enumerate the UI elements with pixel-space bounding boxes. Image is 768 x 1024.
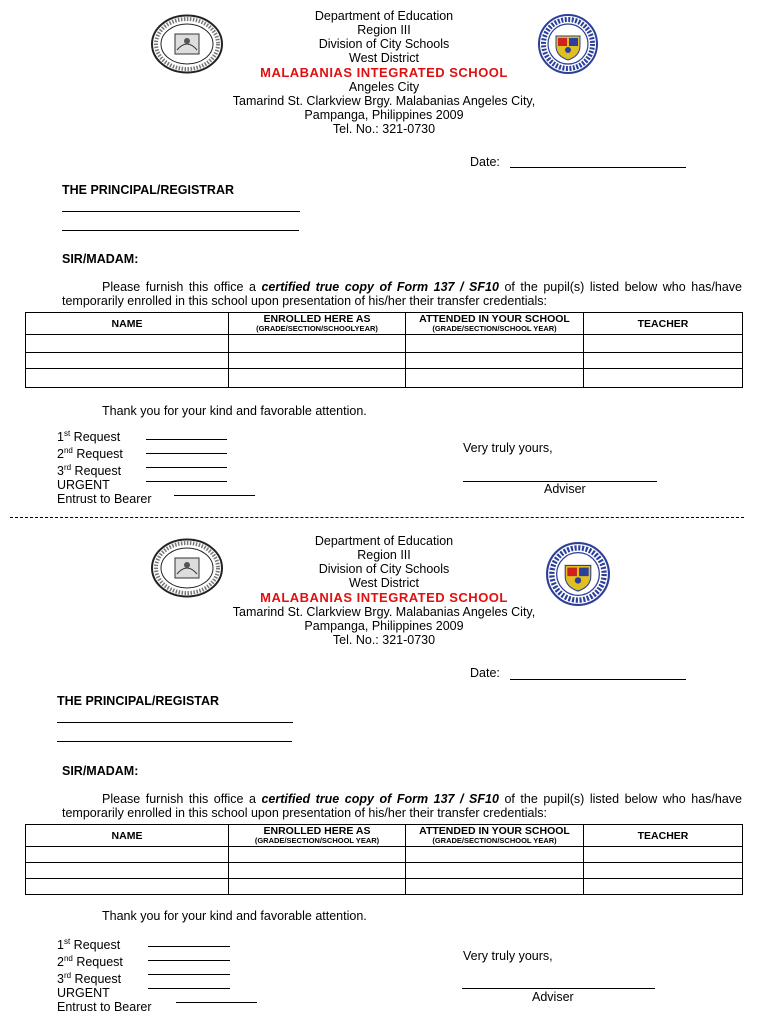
third-request-line[interactable] <box>148 974 230 975</box>
cut-line <box>10 517 744 518</box>
first-request-line[interactable] <box>148 946 230 947</box>
tel-line: Tel. No.: 321-0730 <box>332 122 436 136</box>
letterhead <box>0 9 768 136</box>
region-line: Region III <box>357 23 411 37</box>
addressee-line-2[interactable] <box>57 741 292 742</box>
col-teacher: TEACHER <box>584 825 743 847</box>
third-request-label: 3rd Request <box>57 971 122 987</box>
col-attended: ATTENDED IN YOUR SCHOOL (GRADE/SECTION/SCHOOL YEAR) <box>406 313 584 335</box>
department-line: Department of Education <box>314 9 454 23</box>
table-row <box>26 863 743 879</box>
address-line-1: Tamarind St. Clarkview Brgy. Malabanias Angeles City, <box>232 94 536 108</box>
district-line: West District <box>349 576 419 590</box>
body-emphasis: certified true copy of Form 137 / SF10 <box>261 792 499 806</box>
table-row <box>26 847 743 863</box>
salutation: SIR/MADAM: <box>62 252 139 266</box>
table-header-row <box>26 313 743 335</box>
body-emphasis: certified true copy of Form 137 / SF10 <box>261 280 499 294</box>
date-label: Date: <box>470 155 500 169</box>
city-line: Angeles City <box>348 80 420 94</box>
table-row <box>26 879 743 895</box>
third-request-label: 3rd Request <box>57 463 122 479</box>
addressee-line-2[interactable] <box>62 230 299 231</box>
date-line[interactable] <box>510 167 686 168</box>
closing: Very truly yours, <box>463 441 553 455</box>
date-label: Date: <box>470 666 500 680</box>
first-request-label: 1st Request <box>57 429 121 445</box>
signature-line[interactable] <box>462 988 655 989</box>
request-paragraph <box>62 792 742 820</box>
entrust-label: Entrust to Bearer <box>57 492 152 507</box>
table-row <box>26 335 743 353</box>
thanks-line: Thank you for your kind and favorable attention. <box>102 404 367 418</box>
col-name: NAME <box>26 313 229 335</box>
urgent-line[interactable] <box>146 481 227 482</box>
addressee: THE PRINCIPAL/REGISTAR <box>57 694 220 708</box>
col-teacher: TEACHER <box>584 313 743 335</box>
second-request-line[interactable] <box>146 453 227 454</box>
third-request-line[interactable] <box>146 467 227 468</box>
entrust-line[interactable] <box>176 1002 257 1003</box>
body-pre: Please furnish this office a <box>102 792 262 806</box>
table-row <box>26 369 743 388</box>
pupil-table <box>25 824 743 895</box>
pupil-table <box>25 312 743 388</box>
school-name: MALABANIAS INTEGRATED SCHOOL <box>260 590 508 605</box>
tel-line: Tel. No.: 321-0730 <box>332 633 436 647</box>
table-row <box>26 353 743 369</box>
entrust-line[interactable] <box>174 495 255 496</box>
signatory: Adviser <box>544 482 586 496</box>
urgent-line[interactable] <box>148 988 230 989</box>
body-pre: Please furnish this office a <box>102 280 262 294</box>
urgent-label: URGENT <box>57 478 110 493</box>
salutation: SIR/MADAM: <box>62 764 139 778</box>
region-line: Region III <box>357 548 411 562</box>
col-name: NAME <box>26 825 229 847</box>
thanks-line: Thank you for your kind and favorable attention. <box>102 909 367 923</box>
addressee: THE PRINCIPAL/REGISTRAR <box>62 183 234 197</box>
closing: Very truly yours, <box>463 949 553 963</box>
col-attended: ATTENDED IN YOUR SCHOOL (GRADE/SECTION/SCHOOL YEAR) <box>406 825 584 847</box>
department-line: Department of Education <box>314 534 454 548</box>
address-line-2: Pampanga, Philippines 2009 <box>304 619 464 633</box>
addressee-line-1[interactable] <box>57 722 293 723</box>
second-request-label: 2nd Request <box>57 446 123 462</box>
signatory: Adviser <box>532 990 574 1004</box>
request-paragraph <box>62 280 742 308</box>
urgent-label: URGENT <box>57 986 110 1001</box>
division-line: Division of City Schools <box>318 562 450 576</box>
col-enrolled: ENROLLED HERE AS (GRADE/SECTION/SCHOOL YEAR) <box>229 825 406 847</box>
entrust-label: Entrust to Bearer <box>57 1000 152 1015</box>
school-name: MALABANIAS INTEGRATED SCHOOL <box>260 65 508 80</box>
addressee-line-1[interactable] <box>62 211 300 212</box>
second-request-line[interactable] <box>148 960 230 961</box>
district-line: West District <box>349 51 419 65</box>
body-post: of the pupil(s) listed below who has/have temporarily enrolled in this school upon presentation of his/her their transfer credentials: <box>62 792 742 820</box>
second-request-label: 2nd Request <box>57 954 123 970</box>
address-line-2: Pampanga, Philippines 2009 <box>304 108 464 122</box>
body-post: of the pupil(s) listed below who has/have temporarily enrolled in this school upon presentation of his/her their transfer credentials: <box>62 280 742 308</box>
first-request-line[interactable] <box>146 439 227 440</box>
table-header-row <box>26 825 743 847</box>
col-enrolled: ENROLLED HERE AS (GRADE/SECTION/SCHOOLYEAR) <box>229 313 406 335</box>
letterhead <box>0 534 768 647</box>
request-form-2 <box>0 520 768 1024</box>
first-request-label: 1st Request <box>57 937 121 953</box>
date-line[interactable] <box>510 679 686 680</box>
request-list <box>57 935 152 1014</box>
address-line-1: Tamarind St. Clarkview Brgy. Malabanias Angeles City, <box>232 605 536 619</box>
request-list <box>57 427 152 506</box>
division-line: Division of City Schools <box>318 37 450 51</box>
